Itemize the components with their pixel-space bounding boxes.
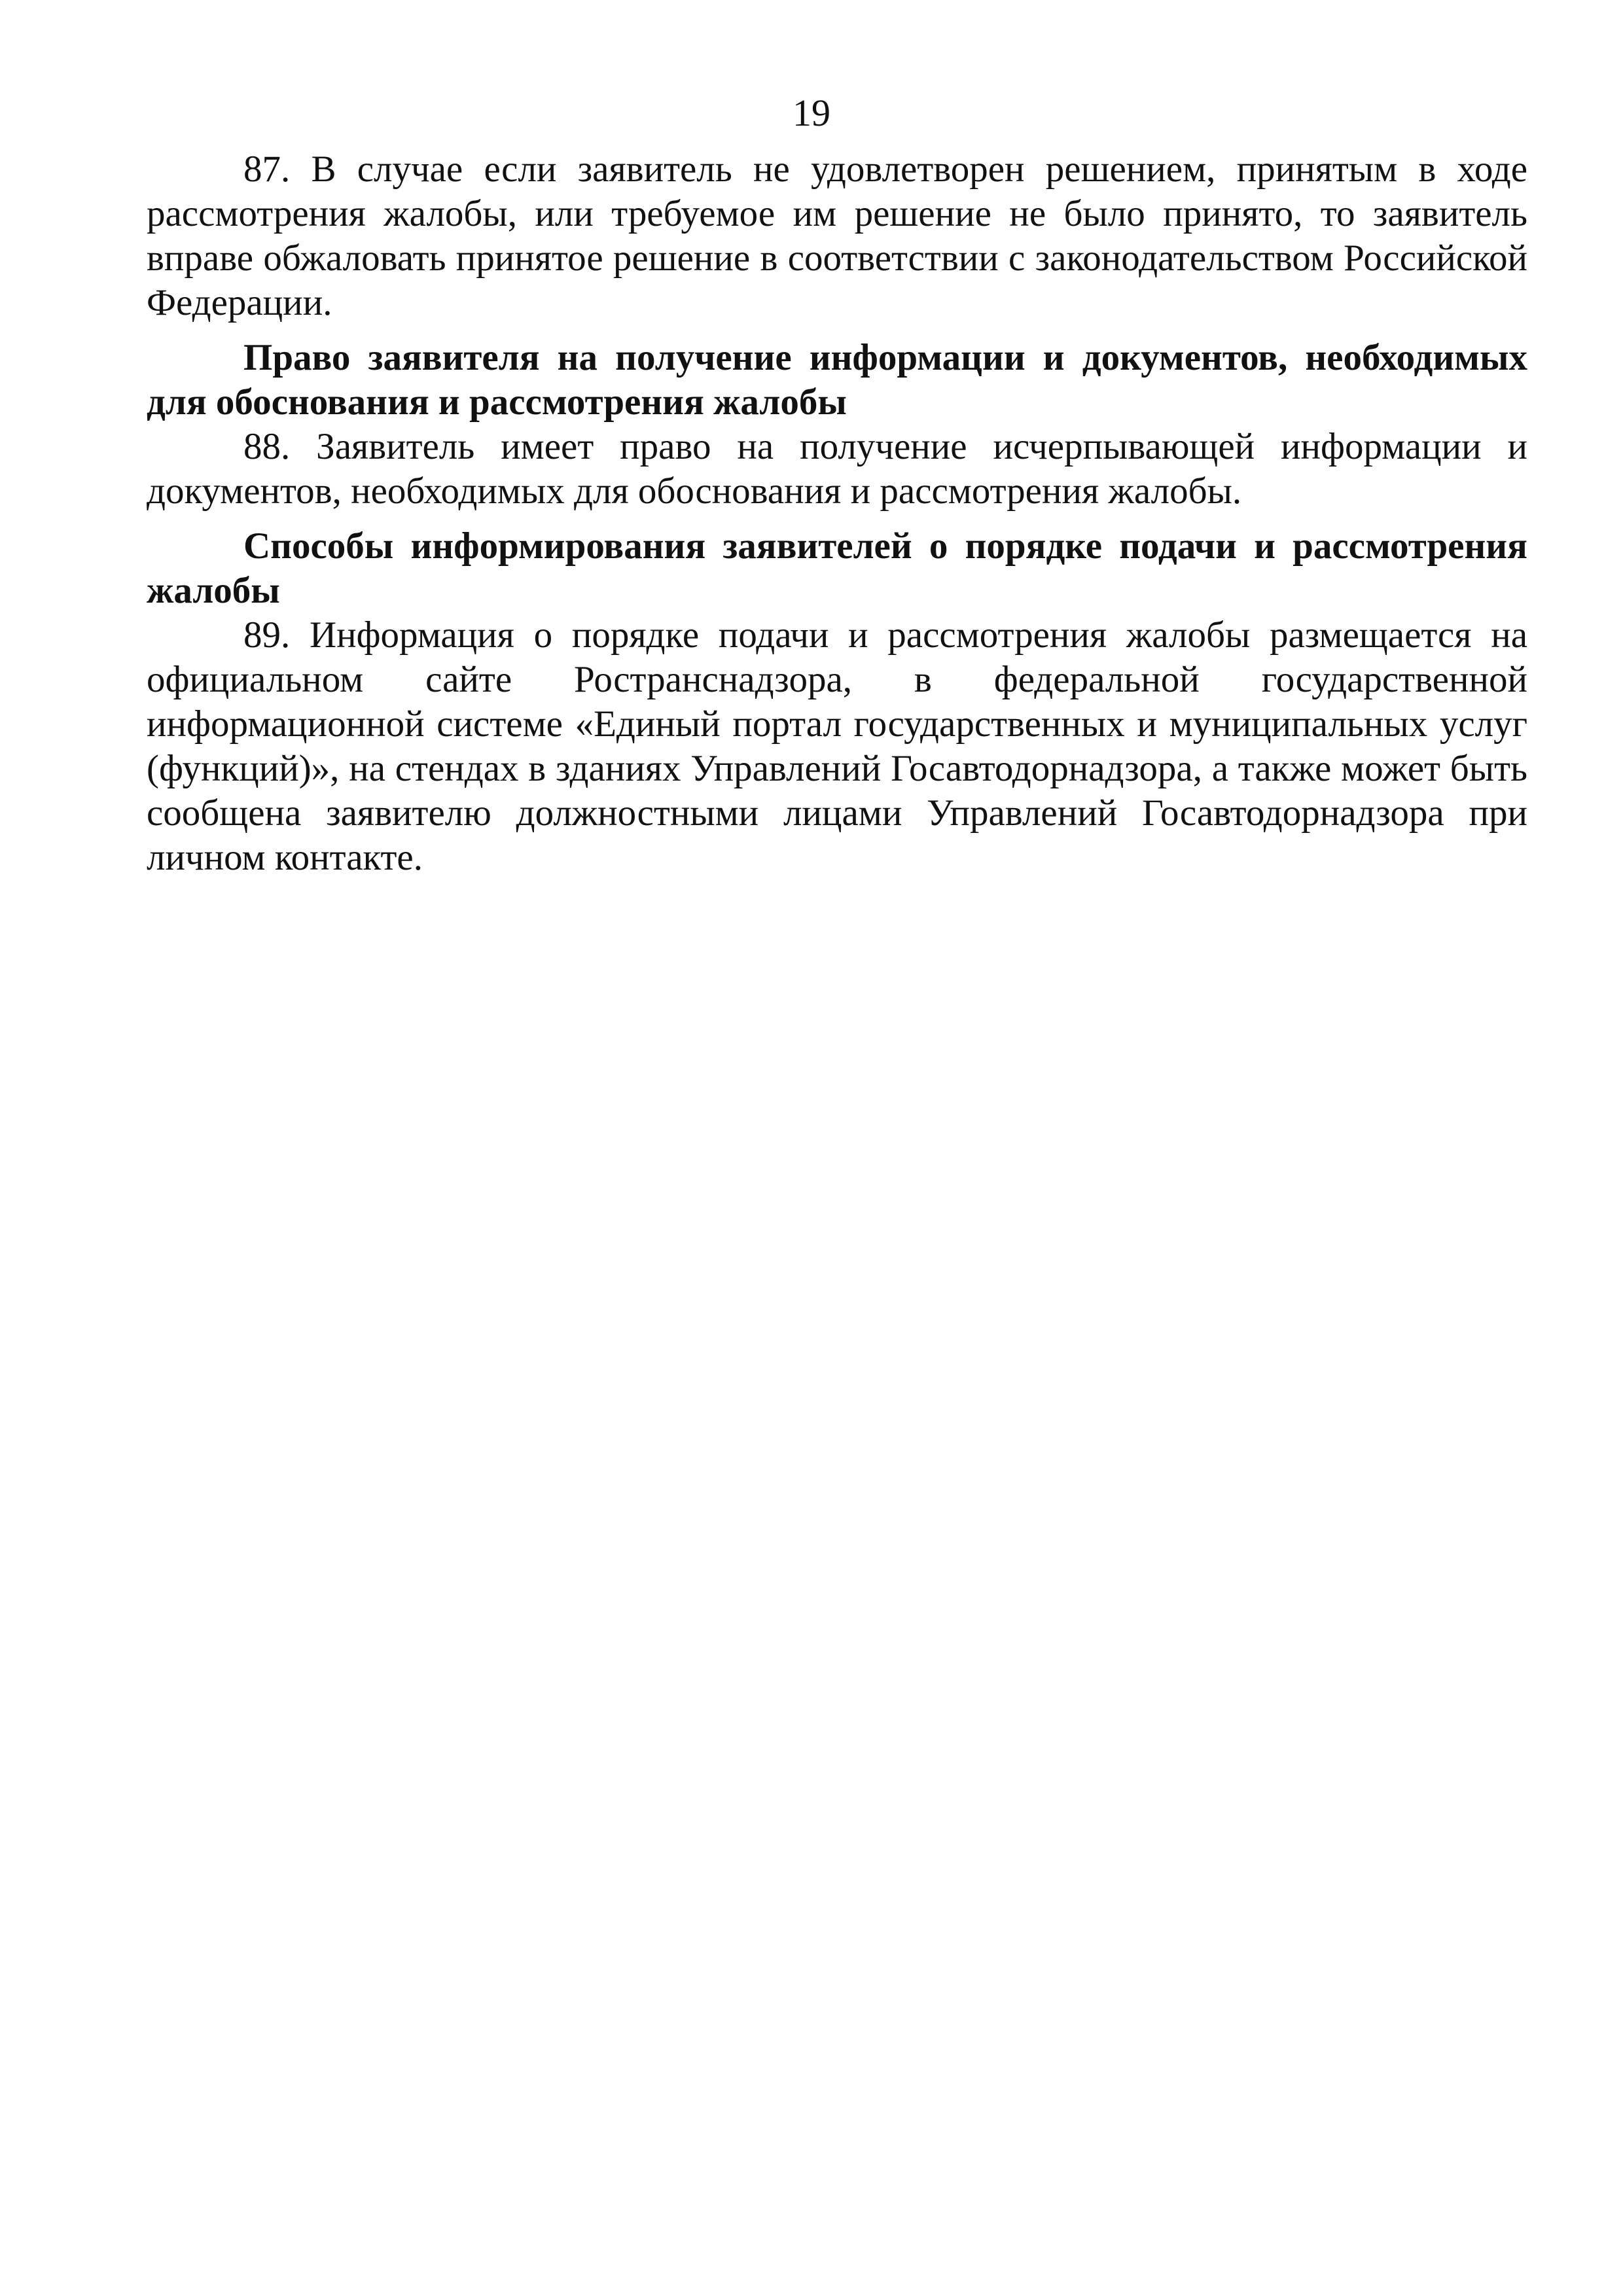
paragraph-88: 88. Заявитель имеет право на получение исчерпывающей информации и документов, необходимых для обоснования и рассмотрения жалобы.: [147, 426, 1527, 512]
paragraph-87: 87. В случае если заявитель не удовлетворен решением, принятым в ходе рассмотрения жалобы, или требуемое им решение не было принято, то заявитель вправе обжаловать принятое решение в соответствии с законодательством Российской Федерации.: [147, 149, 1527, 323]
document-body: [147, 147, 1527, 880]
section-heading-right-to-information: Право заявителя на получение информации и документов, необходимых для обоснования и рассмотрения жалобы: [147, 337, 1527, 423]
page-number: 19: [793, 92, 830, 134]
paragraph-89: 89. Информация о порядке подачи и рассмотрения жалобы размещается на официальном сайте Ространснадзора, в федеральной государственной информационной системе «Единый портал государственных и муниципальных услуг (функций)», на стендах в зданиях Управлений Госавтодорнадзора, а также может быть сообщена заявителю должностными лицами Управлений Госавтодорнадзора при личном контакте.: [147, 614, 1527, 878]
section-heading-informing-methods: Способы информирования заявителей о порядке подачи и рассмотрения жалобы: [147, 525, 1527, 611]
